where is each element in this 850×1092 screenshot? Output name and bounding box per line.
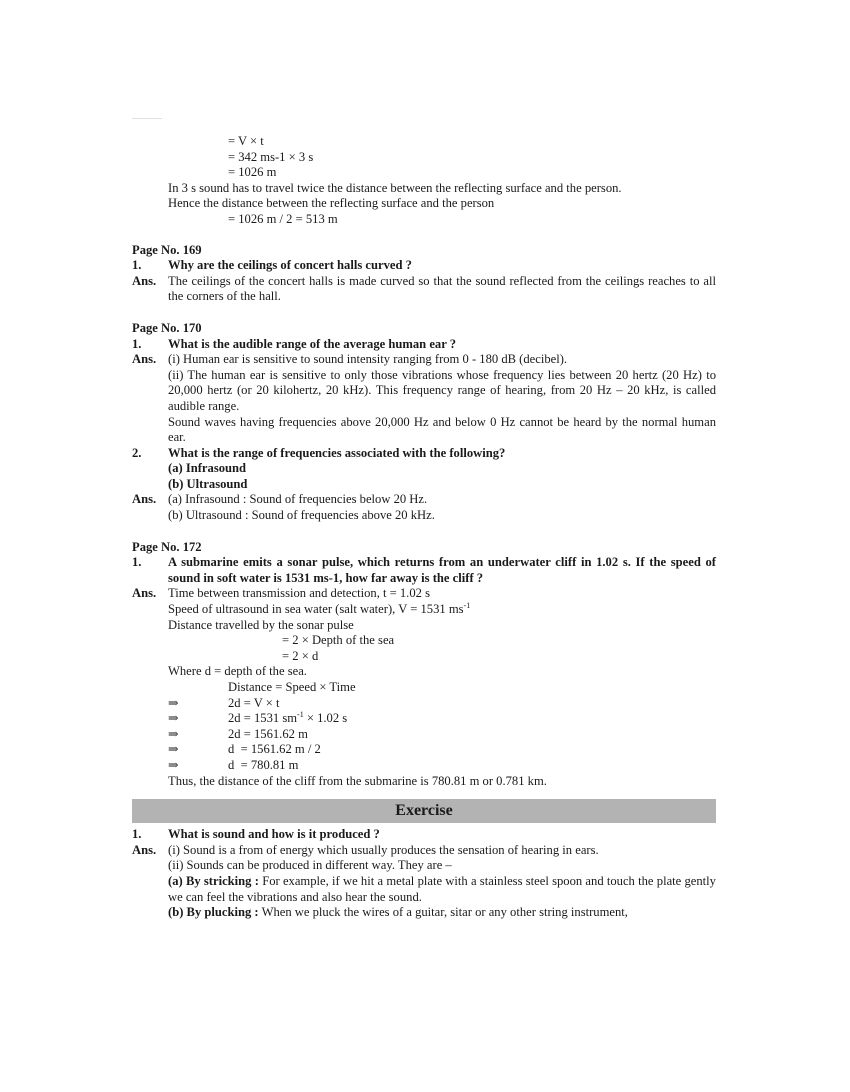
question-text: What is the range of frequencies associated with the following? <box>168 445 506 460</box>
question <box>132 555 716 586</box>
step-text <box>194 711 347 727</box>
conclusion-text: Thus, the distance of the cliff from the submarine is 780.81 m or 0.781 km. <box>168 773 547 788</box>
answer-text: Time between transmission and detection, t = 1.02 s <box>168 586 430 601</box>
answer-label: Ans. <box>132 492 157 507</box>
answer <box>132 843 716 921</box>
derivation-step <box>132 727 716 743</box>
question <box>132 337 716 353</box>
question-text: Why are the ceilings of concert halls curved ? <box>168 258 412 273</box>
answer-text-part: Speed of ultrasound in sea water (salt water), V = 1531 ms <box>168 602 464 617</box>
method-label: (b) By plucking : <box>168 905 259 920</box>
answer-body <box>168 843 716 921</box>
implies-symbol: ⇒ <box>168 757 179 772</box>
answer <box>132 586 716 633</box>
calc-line: = 342 ms-1 × 3 s <box>228 149 314 164</box>
method-label: (a) By stricking : <box>168 873 259 888</box>
answer-text: (ii) Sounds can be produced in different way. They are – <box>168 858 452 873</box>
answer-text <box>168 905 716 921</box>
formula-line: Distance = Speed × Time <box>228 680 356 694</box>
calc-line: = 1026 m <box>228 165 277 180</box>
step-text-part: × 1.02 s <box>306 711 348 726</box>
answer-text: (b) Ultrasound : Sound of frequencies above 20 kHz. <box>168 508 435 523</box>
answer-body <box>168 492 716 523</box>
question-number: 1. <box>132 336 142 351</box>
answer-text: (a) Infrasound : Sound of frequencies below 20 Hz. <box>168 492 428 507</box>
method-text: For example, if we hit a metal plate with a stainless steel spoon and touch the plate gently we can feel the vibrations and also hear the sound. <box>168 873 716 904</box>
question <box>132 827 716 843</box>
answer-text: (i) Sound is a from of energy which usually produces the sensation of hearing in ears. <box>168 842 599 857</box>
method-text: When we pluck the wires of a guitar, sitar or any other string instrument, <box>261 905 628 920</box>
answer-text: Sound waves having frequencies above 20,000 Hz and below 0 Hz cannot be heard by the normal human ear. <box>168 414 716 445</box>
calc-result: = 1026 m / 2 = 513 m <box>228 211 338 226</box>
superscript: -1 <box>297 710 304 719</box>
answer-text: (ii) The human ear is sensitive to only those vibrations whose frequency lies between 20 hertz (20 Hz) to 20,000 hertz (or 20 kilohertz, 20 kHz). This frequency range of hearing, from 20 Hz – 20 kHz, is called audible range. <box>168 367 716 413</box>
question-number: 2. <box>132 445 142 460</box>
question-body <box>168 446 716 493</box>
question-text: What is the audible range of the average human ear ? <box>168 336 457 351</box>
question-text: A submarine emits a sonar pulse, which returns from an underwater cliff in 1.02 s. If the speed of sound in soft water is 1531 ms-1, how far away is the cliff ? <box>168 555 716 585</box>
answer-label: Ans. <box>132 842 157 857</box>
answer-text <box>168 874 716 905</box>
question <box>132 258 716 274</box>
calc-line: = 2 × Depth of the sea <box>282 633 395 648</box>
page-heading: Page No. 170 <box>132 320 202 335</box>
step-text: d = 780.81 m <box>228 757 299 772</box>
derivation-step <box>132 758 716 774</box>
derivation-step <box>132 696 716 712</box>
answer <box>132 274 716 305</box>
question-option: (a) Infrasound <box>168 461 247 476</box>
answer-text: Distance travelled by the sonar pulse <box>168 617 354 632</box>
derivation-step <box>132 742 716 758</box>
calc-line: = 2 × d <box>282 648 319 663</box>
superscript: -1 <box>463 600 471 610</box>
answer-text: (i) Human ear is sensitive to sound intensity ranging from 0 - 180 dB (decibel). <box>168 352 568 367</box>
question-number: 1. <box>132 827 142 842</box>
calc-line: = V × t <box>228 134 264 148</box>
answer-text: Where d = depth of the sea. <box>168 664 307 679</box>
answer-label: Ans. <box>132 586 157 601</box>
implies-symbol: ⇒ <box>168 711 179 726</box>
step-text: 2d = 1561.62 m <box>228 726 308 741</box>
question <box>132 446 716 493</box>
implies-symbol: ⇒ <box>168 742 179 757</box>
answer-text <box>168 602 716 618</box>
question-text: What is sound and how is it produced ? <box>168 827 380 842</box>
implies-symbol: ⇒ <box>168 726 179 741</box>
scan-mark <box>132 118 162 119</box>
paragraph-line: In 3 s sound has to travel twice the distance between the reflecting surface and the person. <box>168 180 622 195</box>
answer <box>132 352 716 446</box>
page-heading: Page No. 169 <box>132 242 202 257</box>
step-text: d = 1561.62 m / 2 <box>228 742 321 757</box>
step-text: 2d = V × t <box>228 695 280 710</box>
question-number: 1. <box>132 258 142 273</box>
answer-label: Ans. <box>132 352 157 367</box>
page-heading: Page No. 172 <box>132 539 202 554</box>
answer-body <box>168 352 716 446</box>
answer-text: The ceilings of the concert halls is made curved so that the sound reflected from the ceilings reaches to all the corners of the hall. <box>168 273 716 304</box>
answer <box>132 492 716 523</box>
exercise-heading: Exercise <box>132 799 716 823</box>
derivation-step <box>132 711 716 727</box>
paragraph-line: Hence the distance between the reflecting surface and the person <box>168 196 495 211</box>
implies-symbol: ⇒ <box>168 695 179 710</box>
question-number: 1. <box>132 555 142 570</box>
answer-label: Ans. <box>132 273 157 288</box>
step-text-part: 2d = 1531 sm <box>228 711 298 726</box>
answer-body <box>168 586 716 633</box>
document-page <box>132 134 716 921</box>
question-option: (b) Ultrasound <box>168 476 248 491</box>
